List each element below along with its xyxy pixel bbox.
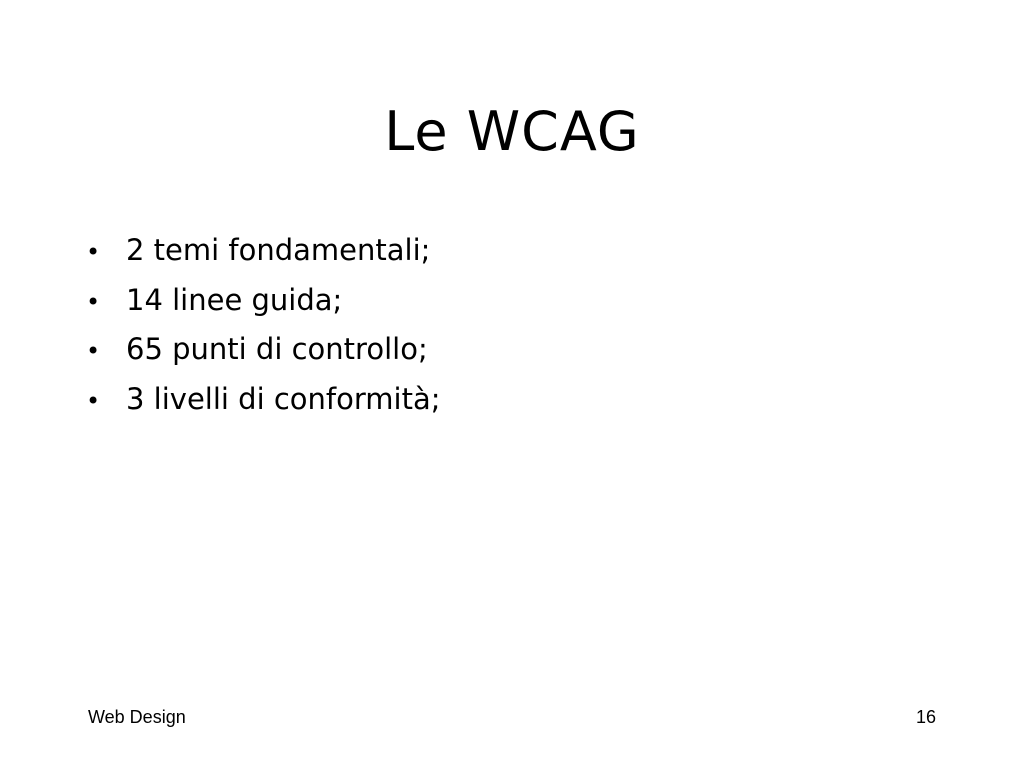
list-item — [86, 276, 441, 326]
footer-text: Web Design — [88, 707, 186, 727]
list-item — [86, 375, 441, 425]
bullet-list — [86, 226, 441, 424]
bullet-icon: • — [86, 287, 101, 316]
list-item-text: 2 temi fondamentali; — [126, 233, 431, 267]
list-item-text: 65 punti di controllo; — [126, 332, 428, 366]
list-item-text: 14 linee guida; — [126, 282, 343, 317]
bullet-icon: • — [86, 238, 101, 266]
list-item — [86, 226, 441, 276]
list-item — [86, 325, 441, 375]
slide-title: Le WCAG — [384, 100, 640, 163]
list-item-text: 3 livelli di conformità; — [126, 381, 441, 416]
bullet-icon: • — [86, 386, 101, 415]
bullet-icon: • — [86, 337, 101, 365]
page-number: 16 — [915, 707, 936, 727]
